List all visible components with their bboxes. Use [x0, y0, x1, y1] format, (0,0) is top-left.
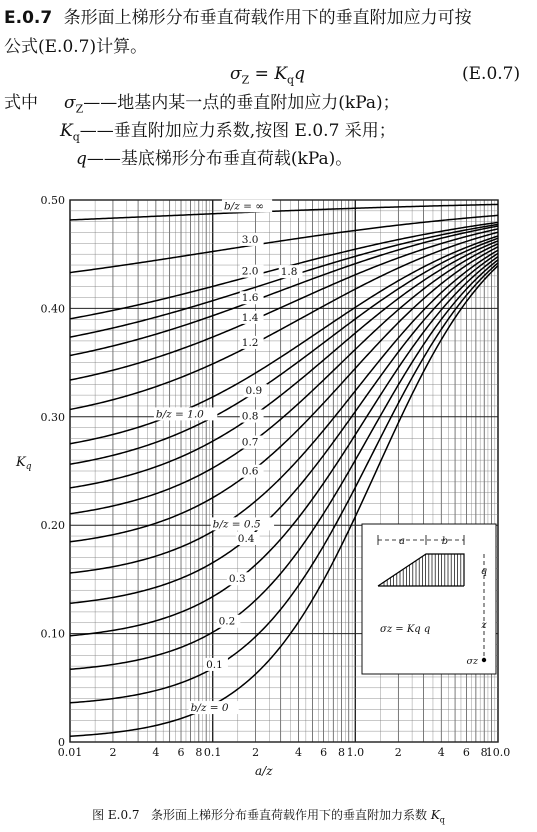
curve-label-7: 0.7	[241, 436, 259, 449]
curve-label-16: 3.0	[241, 233, 259, 246]
curve-label-8: 0.8	[241, 410, 259, 423]
x-tick-label: 10.0	[485, 746, 511, 759]
inset-label-b: b	[441, 536, 449, 547]
x-tick-label: 4	[295, 746, 303, 759]
x-tick-label: 8	[338, 746, 346, 759]
where-item-sigma: $\sigma_Z——$地基内某一点的垂直附加应力(kPa)；	[64, 93, 400, 116]
inset-label-q: q	[480, 566, 488, 577]
x-axis-label: a/z	[255, 764, 273, 778]
y-tick-label: 0.10	[40, 627, 65, 641]
kq-chart	[0, 180, 537, 802]
inset-point-label: σz	[466, 656, 478, 667]
inset-label-z: z	[481, 620, 487, 631]
x-tick-label: 0.1	[203, 746, 222, 759]
x-tick-label: 2	[252, 746, 260, 759]
curve-label-15: 2.0	[241, 265, 259, 278]
curve-label-1: 0.1	[206, 658, 223, 671]
curve-label-14: 1.8	[280, 266, 298, 279]
chart-inset	[362, 524, 496, 674]
clause-text-line2: 公式(E.0.7)计算。	[4, 37, 148, 57]
inset-box	[362, 524, 496, 674]
curve-label-17: b/z = ∞	[223, 200, 264, 213]
y-tick-label: 0.20	[40, 519, 65, 533]
x-tick-label: 8	[480, 746, 488, 759]
curve-17	[70, 204, 498, 220]
clause-text-line1: 条形面上梯形分布垂直荷载作用下的垂直附加应力可按	[63, 8, 472, 28]
y-tick-label: 0.40	[40, 302, 65, 316]
where-item-kq: $K_q——$垂直附加应力系数,按图 E.0.7 采用；	[60, 121, 396, 144]
curve-12	[70, 229, 498, 380]
curve-label-3: 0.3	[228, 573, 246, 586]
y-axis-label: $K_q$	[16, 455, 32, 472]
x-tick-label: 0.01	[57, 746, 83, 759]
x-tick-label: 2	[109, 746, 117, 759]
formula-number: (E.0.7)	[462, 64, 521, 84]
figure-caption: 图 E.0.7 条形面上梯形分布垂直荷载作用下的垂直附加力系数 $K_q$	[92, 808, 445, 825]
x-tick-label: 4	[152, 746, 160, 759]
x-tick-label: 1.0	[346, 746, 365, 759]
inset-point	[482, 658, 486, 662]
x-tick-label: 6	[320, 746, 328, 759]
curve-label-9: 0.9	[245, 385, 263, 398]
y-tick-label: 0	[58, 736, 65, 749]
curve-16	[70, 215, 498, 272]
where-item-q: q——基底梯形分布垂直荷载(kPa)。	[76, 149, 353, 169]
x-tick-label: 8	[195, 746, 203, 759]
curve-label-5: b/z = 0.5	[212, 518, 261, 531]
y-tick-label: 0.30	[40, 410, 65, 424]
curve-label-12: 1.4	[241, 311, 259, 324]
curve-11	[70, 232, 498, 409]
x-tick-label: 6	[462, 746, 470, 759]
curve-label-0: b/z = 0	[190, 702, 229, 715]
x-tick-label: 2	[394, 746, 402, 759]
curve-label-4: 0.4	[237, 532, 255, 545]
curve-label-6: 0.6	[241, 465, 259, 478]
chart-labels	[154, 199, 303, 714]
x-tick-label: 6	[177, 746, 185, 759]
curve-label-13: 1.6	[241, 292, 259, 305]
curve-label-2: 0.2	[218, 615, 236, 628]
x-tick-label: 4	[437, 746, 445, 759]
inset-label-a: a	[399, 536, 405, 547]
formula: $\sigma_Z = K_qq$	[230, 64, 305, 87]
curve-label-10: b/z = 1.0	[155, 408, 204, 421]
where-lead: 式中	[4, 93, 38, 113]
y-tick-label: 0.50	[40, 194, 65, 207]
clause-heading	[4, 8, 472, 28]
clause-number: E.0.7	[4, 8, 53, 28]
inset-formula: σz = Kq q	[380, 624, 431, 635]
curve-label-11: 1.2	[241, 336, 259, 349]
